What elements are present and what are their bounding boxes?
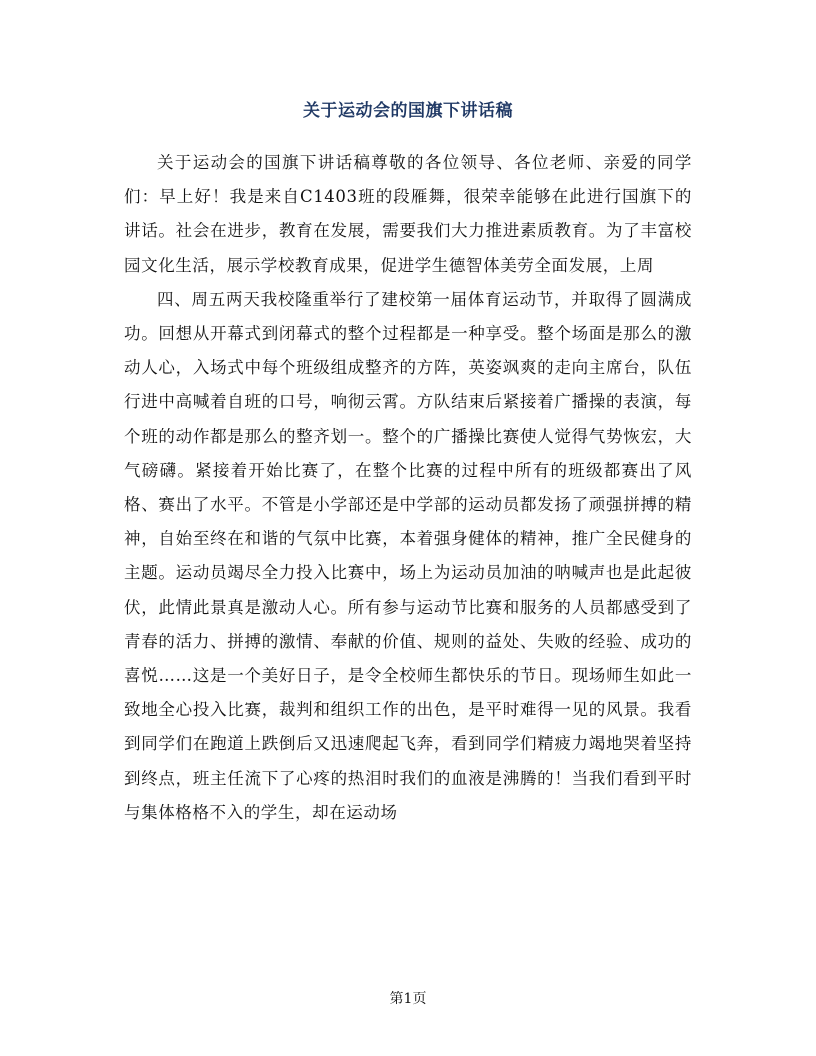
document-body: [124, 146, 692, 830]
paragraph-2: 四、周五两天我校隆重举行了建校第一届体育运动节，并取得了圆满成功。回想从开幕式到闭幕式的整个过程都是一种享受。整个场面是那么的激动人心，入场式中每个班级组成整齐的方阵，英姿飒爽的走向主席台，队伍行进中高喊着自班的口号，响彻云霄。方队结束后紧接着广播操的表演，每个班的动作都是那么的整齐划一。整个的广播操比赛使人觉得气势恢宏，大气磅礴。紧接着开始比赛了，在整个比赛的过程中所有的班级都赛出了风格、赛出了水平。不管是小学部还是中学部的运动员都发扬了顽强拼搏的精神，自始至终在和谐的气氛中比赛，本着强身健体的精神，推广全民健身的主题。运动员竭尽全力投入比赛中，场上为运动员加油的呐喊声也是此起彼伏，此情此景真是激动人心。所有参与运动节比赛和服务的人员都感受到了青春的活力、拼搏的激情、奉献的价值、规则的益处、失败的经验、成功的喜悦……这是一个美好日子，是令全校师生都快乐的节日。现场师生如此一致地全心投入比赛，裁判和组织工作的出色，是平时难得一见的风景。我看到同学们在跑道上跌倒后又迅速爬起飞奔，看到同学们精疲力竭地哭着坚持到终点，班主任流下了心疼的热泪时我们的血液是沸腾的！当我们看到平时与集体格格不入的学生，却在运动场: [124, 289, 692, 822]
document-title: 关于运动会的国旗下讲话稿: [303, 101, 513, 121]
page-number: 第1页: [389, 991, 427, 1007]
paragraph-1: 关于运动会的国旗下讲话稿尊敬的各位领导、各位老师、亲爱的同学们：早上好！我是来自C1403班的段雁舞，很荣幸能够在此进行国旗下的讲话。社会在进步，教育在发展，需要我们大力推进素质教育。为了丰富校园文化生活，展示学校教育成果，促进学生德智体美劳全面发展，上周: [124, 153, 692, 275]
